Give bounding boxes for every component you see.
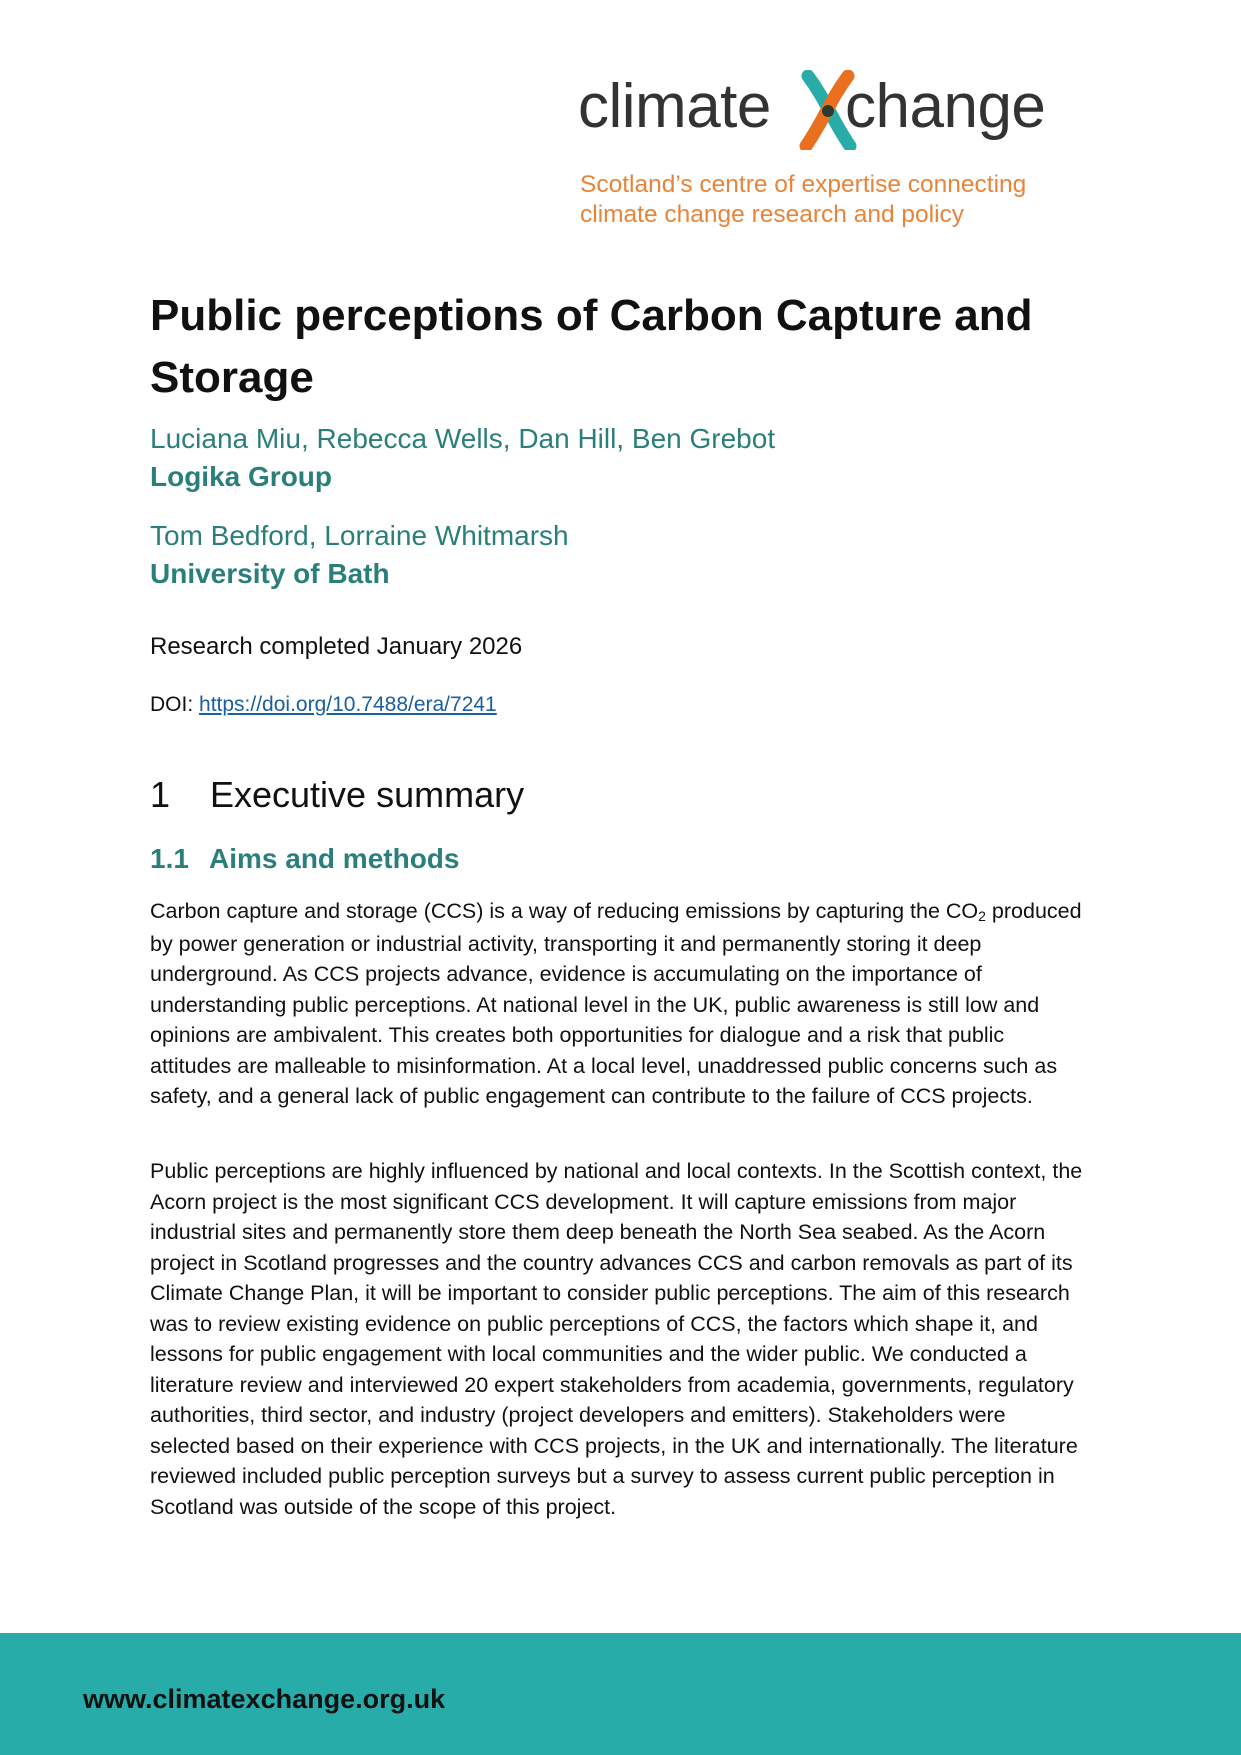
author-group-2 [150, 517, 1050, 593]
document-title: Public perceptions of Carbon Capture and Storage [150, 291, 1033, 402]
author-organisation: Logika Group [150, 461, 332, 492]
author-names: Tom Bedford, Lorraine Whitmarsh [150, 520, 569, 551]
body-paragraph-1: Carbon capture and storage (CCS) is a way of reducing emissions by capturing the $CO_2$ produced by power generation or industrial activity, transporting it and permanently storing it deep underground. As CCS projects advance, evidence is accumulating on the importance of understanding public perceptions. At national level in the UK, public awareness is still low and opinions are ambivalent. This creates both opportunities for dialogue and a risk that public attitudes are malleable to misinformation. At a local level, unaddressed public concerns such as safety, and a general lack of public engagement can contribute to the failure of CCS projects. [150, 899, 1082, 1108]
section-title: Executive summary [210, 774, 525, 815]
author-group-1 [150, 420, 1050, 496]
logo-word-climate: climate [578, 72, 771, 141]
section-heading [150, 770, 524, 820]
logo-word-change: change [845, 72, 1046, 141]
section-number: 1 [150, 774, 171, 815]
doi-line [150, 690, 497, 720]
research-completed-date: Research completed January 2026 [150, 633, 523, 660]
logo-tagline-line-1: Scotland’s centre of expertise connecting [580, 171, 1027, 198]
logo-tagline [580, 170, 1026, 230]
body-paragraph-2: Public perceptions are highly influenced by national and local contexts. In the Scottish context, the Acorn project is the most significant CCS development. It will capture emissions from major industrial sites and permanently store them deep beneath the North Sea seabed. As the Acorn project in Scotland progresses and the country advances CCS and carbon removals as part of its Climate Change Plan, it will be important to consider public perceptions. The aim of this research was to review existing evidence on public perceptions of CCS, the factors which shape it, and lessons for public engagement with local communities and the wider public. We conducted a literature review and interviewed 20 expert stakeholders from academia, governments, regulatory authorities, third sector, and industry (project developers and emitters). Stakeholders were selected based on their experience with CCS projects, in the UK and internationally. The literature reviewed included public perception surveys but a survey to assess current public perception in Scotland was outside of the scope of this project. [150, 1159, 1083, 1519]
subscript-2: 2 [978, 908, 986, 924]
doi-label: DOI: [150, 693, 200, 716]
author-organisation: University of Bath [150, 558, 390, 589]
subsection-title: Aims and methods [209, 843, 460, 874]
subsection-heading [150, 840, 459, 878]
climatexchange-logo [578, 62, 1098, 242]
footer-bar [0, 1633, 1241, 1755]
doi-link[interactable]: https://doi.org/10.7488/era/7241 [199, 693, 497, 716]
logo-tagline-line-2: climate change research and policy [580, 201, 965, 228]
subsection-number: 1.1 [150, 843, 189, 874]
footer-website[interactable]: www.climatexchange.org.uk [83, 1684, 446, 1714]
author-names: Luciana Miu, Rebecca Wells, Dan Hill, Ben Grebot [150, 423, 776, 454]
